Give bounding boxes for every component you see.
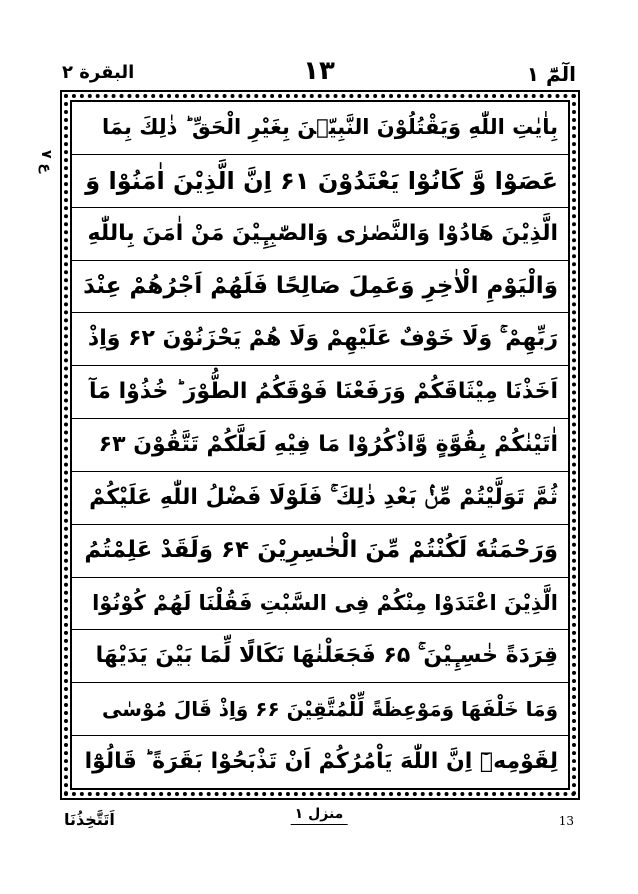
quran-text-lines: [72, 102, 568, 788]
text-line-5: رَبِّهِمْ ۚ وَلَا خَوْفٌ عَلَيْهِمْ وَلَا هُمْ يَحْزَنُوْنَ ۶۲ وَاِذْ: [72, 313, 568, 366]
manzil-label: منزل ١: [291, 806, 348, 825]
text-line-9: وَرَحْمَتُهٗ لَكُنْتُمْ مِّنَ الْخٰسِرِيْنَ ۶۴ وَلَقَدْ عَلِمْتُمُ: [72, 525, 568, 578]
text-line-12: وَمَا خَلْفَهَا وَمَوْعِظَةً لِّلْمُتَّقِيْنَ ۶۶ وَاِذْ قَالَ مُوْسٰى: [72, 683, 568, 736]
text-line-7: اٰتَيْنٰكُمْ بِقُوَّةٍ وَّاذْكُرُوْا مَا فِيْهِ لَعَلَّكُمْ تَتَّقُوْنَ ۶۳: [72, 419, 568, 472]
catchword: اَتَتَّخِذُنَا: [64, 810, 115, 829]
page-footer: [62, 806, 576, 836]
page-number: 13: [558, 814, 574, 828]
text-line-2: عَصَوْا وَّ كَانُوْا يَعْتَدُوْنَ ۶۱ اِنَّ الَّذِيْنَ اٰمَنُوْا وَ: [72, 155, 568, 208]
page-frame: [60, 90, 580, 800]
text-line-1: بِاٰيٰتِ اللّٰهِ وَيَقْتُلُوْنَ النَّبِيّٖنَ بِغَيْرِ الْحَقِّ ؕ ذٰلِكَ بِمَا: [72, 102, 568, 155]
text-line-10: الَّذِيْنَ اعْتَدَوْا مِنْكُمْ فِى السَّبْتِ فَقُلْنَا لَهُمْ كُوْنُوْا: [72, 578, 568, 631]
text-line-8: ثُمَّ تَوَلَّيْتُمْ مِّنْۢ بَعْدِ ذٰلِكَ ۚ فَلَوْلَا فَضْلُ اللّٰهِ عَلَيْكُمْ: [72, 472, 568, 525]
text-line-13: لِقَوْمِهٖٓ اِنَّ اللّٰهَ يَاْمُرُكُمْ اَنْ تَذْبَحُوْا بَقَرَةً ؕ قَالُوْٓا: [84, 749, 558, 775]
text-line-11: قِرَدَةً خٰسِـِٕيْنَ ۚ ۶۵ فَجَعَلْنٰهَا نَكَالًا لِّمَا بَيْنَ يَدَيْهَا: [72, 630, 568, 683]
text-line-6: اَخَذْنَا مِيْثَاقَكُمْ وَرَفَعْنَا فَوْقَكُمُ الطُّوْرَ ؕ خُذُوْا مَآ: [72, 366, 568, 419]
text-line-4: وَالْيَوْمِ الْاٰخِرِ وَعَمِلَ صَالِحًا فَلَهُمْ اَجْرُهُمْ عِنْدَ: [72, 261, 568, 314]
page-header: [62, 56, 576, 92]
page-number-arabic: ١٣: [303, 56, 335, 86]
ruku-marker: ع ٧: [38, 150, 54, 173]
juz-name: الٓمّٓ ١: [526, 62, 576, 86]
text-line-3: الَّذِيْنَ هَادُوْا وَالنَّصٰرٰى وَالصّٰبِـِٕيْنَ مَنْ اٰمَنَ بِاللّٰهِ: [72, 208, 568, 261]
surah-name: البقرة ٢: [62, 62, 135, 83]
